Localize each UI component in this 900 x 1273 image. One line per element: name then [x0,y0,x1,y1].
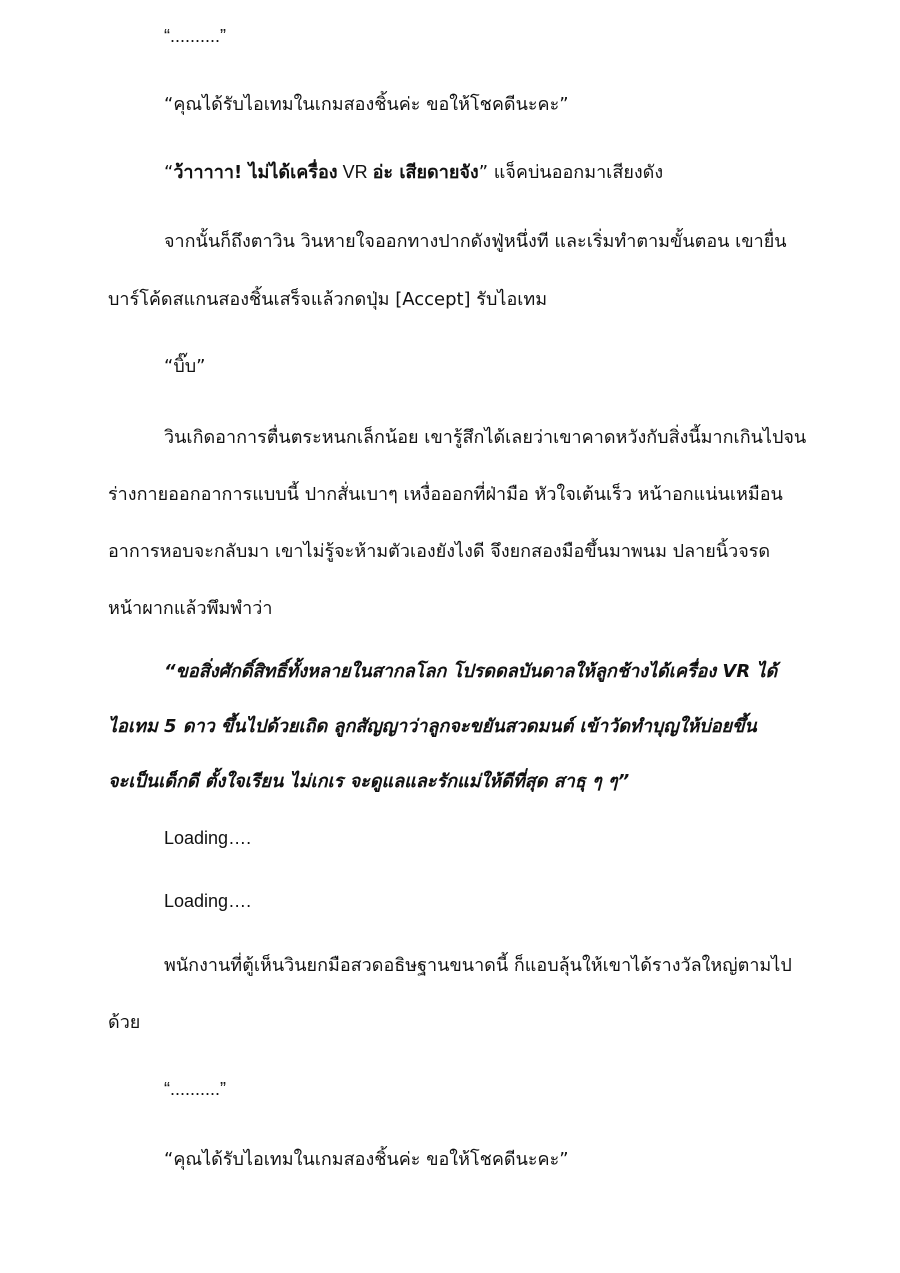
paragraph-panic-line-3: อาการหอบจะกลับมา เขาไม่รู้จะห้ามตัวเองยังไงดี จึงยกสองมือขึ้นมาพนม ปลายนิ้วจรด [108,541,771,562]
dialogue-jack-complaint [164,160,663,185]
paragraph-panic-line-4: หน้าผากแล้วพึมพำว่า [108,598,273,619]
paragraph-panic-line-2: ร่างกายออกอาการแบบนี้ ปากสั่นเบาๆ เหงื่อออกที่ฝ่ามือ หัวใจเต้นเร็ว หน้าอกแน่นเหมือน [108,484,783,505]
paragraph-staff-line-2: ด้วย [108,1012,141,1033]
narration-tail: แจ็คบ่นออกมาเสียงดัง [488,162,664,183]
paragraph-win-turn-line-1: จากนั้นก็ถึงตาวิน วินหายใจออกทางปากดังฟู่หนึ่งที และเริ่มทำตามขั้นตอน เขายื่น [164,231,787,252]
paragraph-staff-line-1: พนักงานที่ตู้เห็นวินยกมือสวดอธิษฐานขนาดนี้ ก็แอบลุ้นให้เขาได้รางวัลใหญ่ตามไป [164,955,792,976]
paragraph-panic-line-1: วินเกิดอาการตื่นตระหนกเล็กน้อย เขารู้สึกได้เลยว่าเขาคาดหวังกับสิ่งนี้มากเกินไปจน [164,427,807,448]
dialogue-item-received-2: “คุณได้รับไอเทมในเกมสองชิ้นค่ะ ขอให้โชคดีนะคะ” [164,1149,569,1170]
prayer-line-3: จะเป็นเด็กดี ตั้งใจเรียน ไม่เกเร จะดูแลและรักแม่ให้ดีที่สุด สาธุ ๆ ๆ” [108,771,630,792]
open-quote: “ [164,162,174,183]
dialogue-ellipsis-1: “..........” [164,26,226,46]
prayer-line-1: “ขอสิ่งศักดิ์สิทธิ์ทั้งหลายในสากลโลก โปรดดลบันดาลให้ลูกช้างได้เครื่อง VR ได้ [164,661,778,682]
loading-text-1: Loading…. [164,828,252,848]
dialogue-beep: “บิ๊บ” [164,356,206,377]
paragraph-win-turn-line-2: บาร์โค้ดสแกนสองชิ้นเสร็จแล้วกดปุ่ม [Accept] รับไอเทม [108,289,548,310]
prayer-line-2: ไอเทม 5 ดาว ขึ้นไปด้วยเถิด ลูกสัญญาว่าลูกจะขยันสวดมนต์ เข้าวัดทำบุญให้บ่อยขึ้น [108,716,757,737]
vr-text: VR [337,162,373,182]
dialogue-ellipsis-2: “..........” [164,1079,226,1099]
loading-text-2: Loading…. [164,891,252,911]
bold-exclamation: ว้าาาาา! ไม่ได้เครื่อง [173,162,338,183]
close-quote: ” [478,162,489,183]
dialogue-item-received-1: “คุณได้รับไอเทมในเกมสองชิ้นค่ะ ขอให้โชคดีนะคะ” [164,94,569,115]
bold-regret: อ่ะ เสียดายจัง [372,162,479,183]
